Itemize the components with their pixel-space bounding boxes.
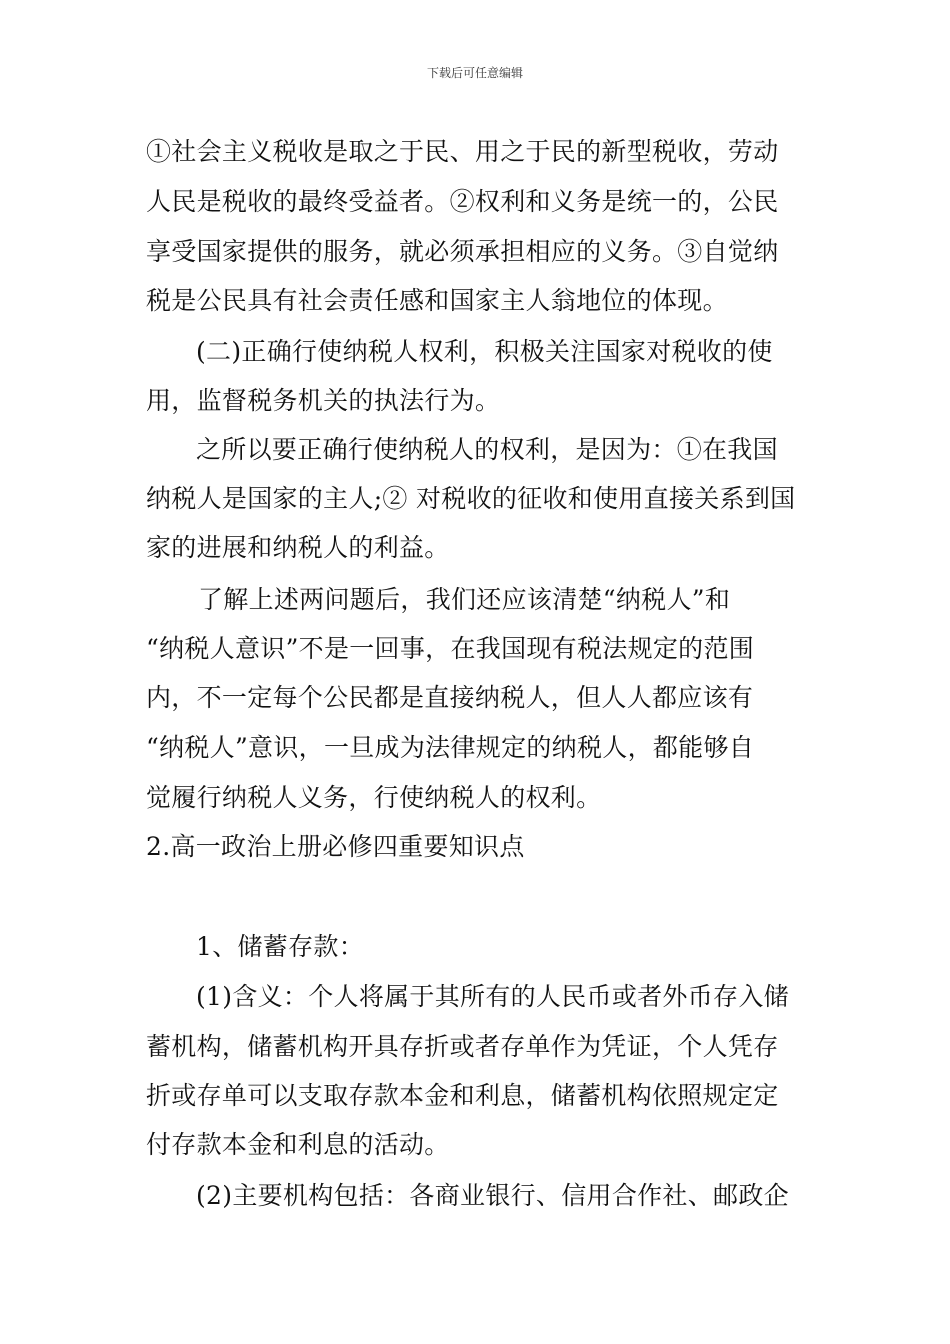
paragraph-line: (二)正确行使纳税人权利，积极关注国家对税收的使: [196, 337, 773, 366]
paragraph-line: 人民是税收的最终受益者。②权利和义务是统一的，公民: [146, 187, 779, 216]
paragraph-line: 折或存单可以支取存款本金和利息，储蓄机构依照规定定: [146, 1081, 779, 1110]
paragraph-line: 蓄机构，储蓄机构开具存折或者存单作为凭证，个人凭存: [146, 1032, 779, 1061]
paragraph-line: 税是公民具有社会责任感和国家主人翁地位的体现。: [146, 286, 728, 315]
paragraph-line: 享受国家提供的服务，就必须承担相应的义务。③自觉纳: [146, 237, 779, 266]
section-heading: 2.高一政治上册必修四重要知识点: [146, 832, 525, 861]
page-header: 下载后可任意编辑: [426, 66, 523, 80]
paragraph-line: (2)主要机构包括：各商业银行、信用合作社、邮政企: [196, 1181, 789, 1210]
paragraph-line: 了解上述两问题后，我们还应该清楚“纳税人”和: [198, 585, 731, 614]
paragraph-line: 付存款本金和利息的活动。: [146, 1130, 450, 1159]
paragraph-line: 觉履行纳税人义务，行使纳税人的权利。: [146, 783, 602, 812]
paragraph-line: 家的进展和纳税人的利益。: [146, 533, 450, 562]
paragraph-line: ①社会主义税收是取之于民、用之于民的新型税收，劳动: [146, 137, 779, 166]
paragraph-line: “纳税人”意识，一旦成为法律规定的纳税人，都能够自: [146, 733, 755, 762]
subsection-heading: 1、储蓄存款：: [196, 932, 365, 961]
paragraph-line: 用，监督税务机关的执法行为。: [146, 386, 501, 415]
paragraph-line: 纳税人是国家的主人;② 对税收的征收和使用直接关系到国: [146, 484, 796, 513]
paragraph-line: (1)含义：个人将属于其所有的人民币或者外币存入储: [196, 982, 789, 1011]
paragraph-line: 内，不一定每个公民都是直接纳税人，但人人都应该有: [146, 683, 754, 712]
paragraph-line: “纳税人意识”不是一回事，在我国现有税法规定的范围: [146, 634, 755, 663]
paragraph-line: 之所以要正确行使纳税人的权利，是因为：①在我国: [196, 435, 778, 464]
